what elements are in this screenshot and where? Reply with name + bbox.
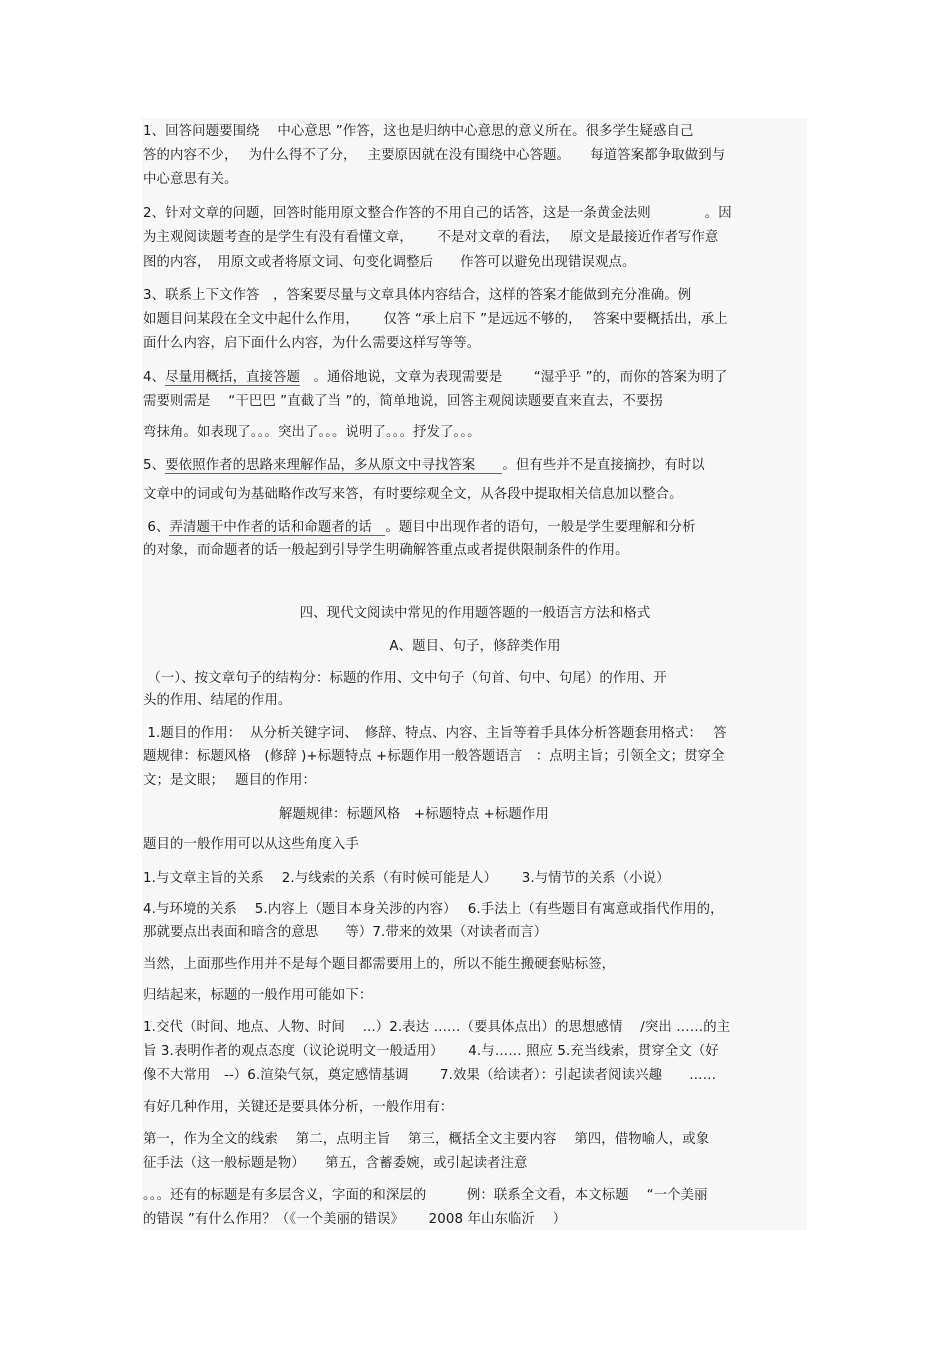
s2-line-2: 题规律：标题风格 (修辞 )+标题特点 +标题作用一般答题语言 ：点明主旨；引领全文；贯穿全	[143, 749, 725, 764]
s3-line: 题目的一般作用可以从这些角度入手	[143, 837, 359, 852]
s10-line-2: 征手法（这一般标题是物） 第五，含蓄委婉，或引起读者注意	[143, 1156, 528, 1171]
p4-rest: 。通俗地说，文章为表现需要是 “湿乎乎 ”的，而你的答案为明了	[300, 370, 728, 385]
p5-rest: 。但有些并不是直接摘抄，有时以	[502, 458, 705, 473]
p1-line-2: 答的内容不少， 为什么得不了分， 主要原因就在没有围绕中心答题。 每道答案都争取做到与	[143, 148, 726, 163]
p1-line-3: 中心意思有关。	[143, 172, 238, 187]
section-subheading: A、题目、句子，修辞类作用	[389, 639, 561, 654]
s8-line-1: 1.交代（时间、地点、人物、时间 ...）2.表达 ……（要具体点出）的思想感情 /突出 ……的主	[143, 1020, 731, 1035]
s5-line-2: 那就要点出表面和暗含的意思 等）7.带来的效果（对读者而言）	[143, 925, 548, 940]
p2-line-1: 2、针对文章的问题，回答时能用原文整合作答的不用自己的话答，这是一条黄金法则 。因	[143, 206, 732, 221]
p6-underlined-text: 弄清题干中作者的话和命题者的话	[169, 520, 386, 535]
p4-line-2: 需要则需是 “干巴巴 ”直截了当 ”的，简单地说，回答主观阅读题要直来直去，不要拐	[143, 394, 663, 409]
s10-line-1: 第一，作为全文的线索 第二，点明主旨 第三，概括全文主要内容 第四，借物喻人，或象	[143, 1132, 710, 1147]
s9-line: 有好几种作用，关键还是要具体分析，一般作用有：	[143, 1100, 454, 1115]
s2-line-3: 文；是文眼； 题目的作用：	[143, 773, 317, 788]
s1-line-2: 头的作用、结尾的作用。	[143, 693, 292, 708]
p4-line-1	[143, 369, 728, 387]
p4-number: 4、	[143, 370, 166, 385]
s6-line: 当然，上面那些作用并不是每个题目都需要用上的，所以不能生搬硬套贴标签，	[143, 957, 616, 972]
p6-rest: 。题目中出现作者的语句，一般是学生要理解和分析	[385, 520, 696, 535]
p5-line-2: 文章中的词或句为基础略作改写来答，有时要综观全文，从各段中提取相关信息加以整合。	[143, 487, 683, 502]
section-heading: 四、现代文阅读中常见的作用题答题的一般语言方法和格式	[299, 606, 651, 621]
s8-line-3: 像不大常用 --）6.渲染气氛，奠定感情基调 7.效果（给读者）：引起读者阅读兴趣 ……	[143, 1068, 717, 1083]
p4-underlined-text: 尽量用概括，直接答题	[165, 370, 301, 385]
p5-line-1	[143, 457, 705, 475]
p5-underlined-text: 要依照作者的思路来理解作品，多从原文中寻找答案	[165, 458, 503, 473]
p3-line-1: 3、联系上下文作答 ，答案要尽量与文章具体内容结合，这样的答案才能做到充分准确。例	[143, 288, 692, 303]
p2-line-2: 为主观阅读题考查的是学生有没有看懂文章， 不是对文章的看法， 原文是最接近作者写作意	[143, 230, 719, 245]
s8-line-2: 旨 3.表明作者的观点态度（议论说明文一般适用） 4.与…… 照应 5.充当线索，贯穿全文（好	[143, 1044, 719, 1059]
p1-line-1: 1、回答问题要围绕 中心意思 ”作答，这也是归纳中心意思的意义所在。很多学生疑惑自己	[143, 124, 694, 139]
p6-line-1	[143, 519, 696, 537]
s5-line-1: 4.与环境的关系 5.内容上（题目本身关涉的内容） 6.手法上（有些题目有寓意或指代作用的，	[143, 902, 724, 917]
p3-line-3: 面什么内容，启下面什么内容，为什么需要这样写等等。	[143, 336, 481, 351]
p6-number: 6、	[143, 520, 170, 535]
s7-line: 归结起来，标题的一般作用可能如下：	[143, 988, 373, 1003]
s11-line-1: 。。。还有的标题是有多层含义，字面的和深层的 例：联系全文看，本文标题 “一个美丽	[143, 1188, 708, 1203]
s2-line-1: 1.题目的作用： 从分析关键字词、 修辞、特点、内容、主旨等着手具体分析答题套用格式： 答	[143, 726, 727, 741]
p5-number: 5、	[143, 458, 166, 473]
p4-line-3: 弯抹角。如表现了。。。突出了。。。说明了。。。抒发了。。。	[143, 425, 481, 440]
p3-line-2: 如题目问某段在全文中起什么作用， 仅答 “承上启下 ”是远远不够的， 答案中要概括出，承上	[143, 312, 728, 327]
p6-line-2: 的对象，而命题者的话一般起到引导学生明确解答重点或者提供限制条件的作用。	[143, 543, 629, 558]
s1-line-1: （一）、按文章句子的结构分：标题的作用、文中句子（句首、句中、句尾）的作用、开	[143, 671, 667, 686]
p2-line-3: 图的内容， 用原文或者将原文词、句变化调整后 作答可以避免出现错误观点。	[143, 255, 636, 270]
s4-line: 1.与文章主旨的关系 2.与线索的关系（有时候可能是人） 3.与情节的关系（小说）	[143, 871, 670, 886]
s11-line-2: 的错误 ”有什么作用？（《一个美丽的错误》 2008 年山东临沂 ）	[143, 1212, 567, 1227]
title-rule: 解题规律：标题风格 +标题特点 +标题作用	[279, 807, 549, 822]
